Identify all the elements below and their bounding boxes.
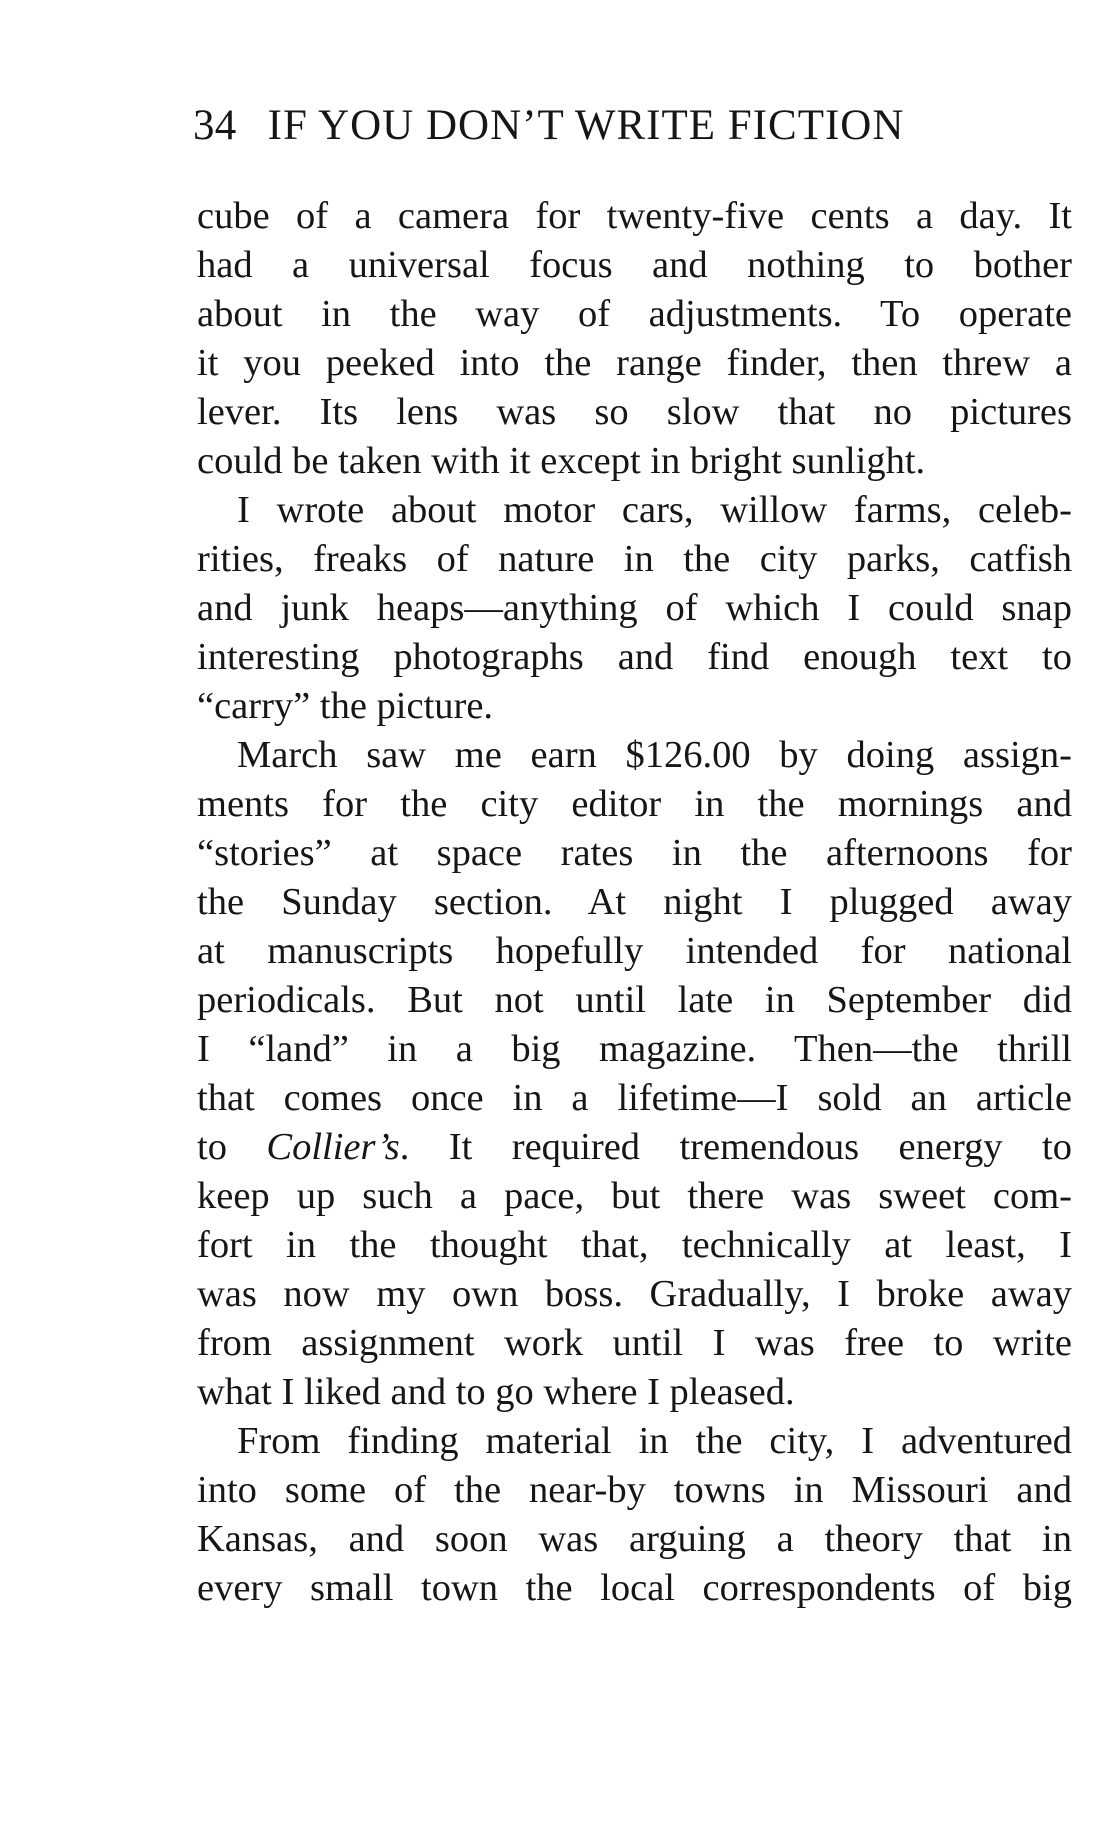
- text-line: cube of a camera for twenty-five cents a day. It: [197, 195, 1072, 237]
- text-line: was now my own boss. Gradually, I broke away: [197, 1273, 1072, 1315]
- text-line: interesting photographs and find enough text to: [197, 636, 1072, 678]
- paragraph: [197, 1417, 1072, 1613]
- text-line: fort in the thought that, technically at least, I: [197, 1224, 1072, 1266]
- text-line: rities, freaks of nature in the city parks, catfish: [197, 538, 1072, 580]
- body-text: [197, 192, 1072, 1613]
- text-fragment: . It required tremendous energy to: [399, 1126, 1072, 1168]
- book-title: IF YOU DON’T WRITE FICTION: [267, 102, 905, 149]
- text-line: about in the way of adjustments. To operate: [197, 293, 1072, 335]
- text-line: I “land” in a big magazine. Then—the thrill: [197, 1028, 1072, 1070]
- text-line: I wrote about motor cars, willow farms, celeb-: [237, 489, 1072, 531]
- text-fragment: to: [197, 1126, 267, 1168]
- page-number: 34: [193, 102, 237, 149]
- text-line: keep up such a pace, but there was sweet com-: [197, 1175, 1072, 1217]
- text-line: March saw me earn $126.00 by doing assign-: [237, 734, 1072, 776]
- paragraph: [197, 731, 1072, 1417]
- paragraph: [197, 486, 1072, 731]
- text-line: what I liked and to go where I pleased.: [197, 1371, 795, 1413]
- running-head: [193, 104, 1063, 147]
- text-line: Kansas, and soon was arguing a theory that in: [197, 1518, 1072, 1560]
- paragraph: [197, 192, 1072, 486]
- text-line: had a universal focus and nothing to bother: [197, 244, 1072, 286]
- text-line: into some of the near-by towns in Missouri and: [197, 1469, 1072, 1511]
- text-line: “carry” the picture.: [197, 685, 494, 727]
- text-line: from assignment work until I was free to write: [197, 1322, 1072, 1364]
- text-line: From finding material in the city, I adventured: [237, 1420, 1072, 1462]
- text-line: every small town the local correspondents of big: [197, 1567, 1072, 1609]
- text-line: at manuscripts hopefully intended for national: [197, 930, 1072, 972]
- text-line-with-magazine-title: [197, 1123, 1072, 1172]
- text-line: the Sunday section. At night I plugged away: [197, 881, 1072, 923]
- text-line: could be taken with it except in bright sunlight.: [197, 440, 926, 482]
- text-line: periodicals. But not until late in September did: [197, 979, 1072, 1021]
- text-line: lever. Its lens was so slow that no pictures: [197, 391, 1072, 433]
- text-line: and junk heaps—anything of which I could snap: [197, 587, 1072, 629]
- text-line: it you peeked into the range finder, then threw a: [197, 342, 1072, 384]
- text-line: that comes once in a lifetime—I sold an article: [197, 1077, 1072, 1119]
- text-line: “stories” at space rates in the afternoons for: [197, 832, 1072, 874]
- text-line: ments for the city editor in the mornings and: [197, 783, 1072, 825]
- magazine-title: Collier’s: [266, 1126, 400, 1168]
